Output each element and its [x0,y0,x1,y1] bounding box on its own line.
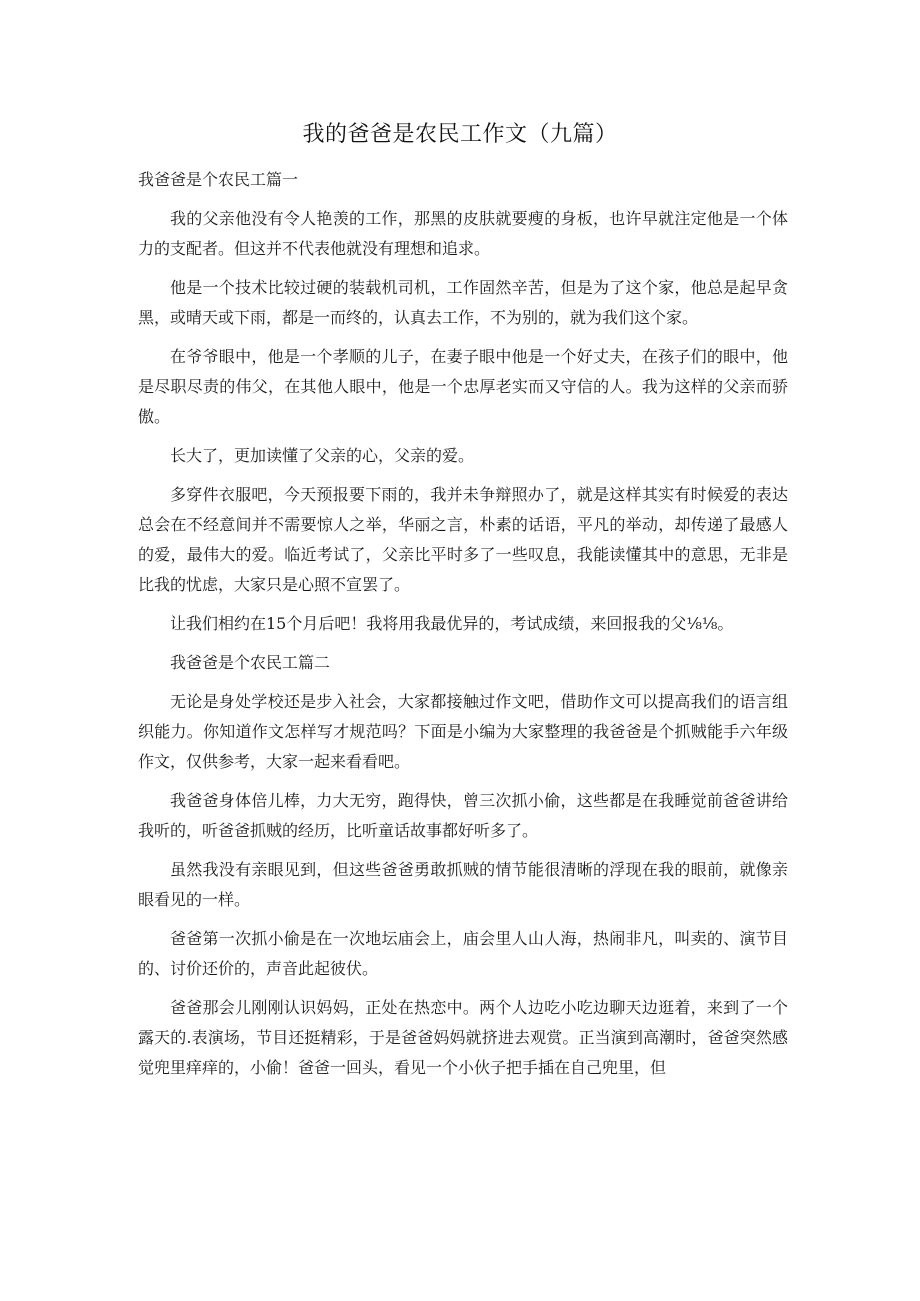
paragraph: 爸爸那会儿刚刚认识妈妈，正处在热恋中。两个人边吃小吃边聊天边逛着，来到了一个露天的.表演场，节目还挺精彩，于是爸爸妈妈就挤进去观赏。正当演到高潮时，爸爸突然感觉兜里痒痒的，小偷！爸爸一回头，看见一个小伙子把手插在自己兜里，但 [138,998,788,1077]
paragraph: 他是一个技术比较过硬的装载机司机，工作固然辛苦，但是为了这个家，他总是起早贪黑，或晴天或下雨，都是一而终的，认真去工作，不为别的，就为我们这个家。 [138,278,788,327]
paragraph: 让我们相约在15个月后吧！我将用我最优异的，考试成绩，来回报我的父⅛⅛。 [170,614,734,633]
section-heading: 我爸爸是个农民工篇二 [170,653,331,672]
paragraph: 多穿件衣服吧，今天预报要下雨的，我并未争辩照办了，就是这样其实有时候爱的表达总会在不经意间并不需要惊人之举，华丽之言，朴素的话语，平凡的举动，却传递了最感人的爱，最伟大的爱。临近考试了，父亲比平时多了一些叹息，我能读懂其中的意思，无非是比我的忧虑，大家只是心照不宣罢了。 [138,485,788,594]
paragraph: 无论是身处学校还是步入社会，大家都接触过作文吧，借助作文可以提高我们的语言组织能力。你知道作文怎样写才规范吗？下面是小编为大家整理的我爸爸是个抓贼能手六年级作文，仅供参考，大家一起来看看吧。 [138,692,788,771]
paragraph: 长大了，更加读懂了父亲的心，父亲的爱。 [170,446,475,465]
paragraph: 在爷爷眼中，他是一个孝顺的儿子，在妻子眼中他是一个好丈夫，在孩子们的眼中，他是尽职尽责的伟父，在其他人眼中，他是一个忠厚老实而又守信的人。我为这样的父亲而骄傲。 [138,347,788,426]
paragraph: 我的父亲他没有令人艳羡的工作，那黑的皮肤就要瘦的身板，也许早就注定他是一个体力的支配者。但这并不代表他就没有理想和追求。 [138,209,788,258]
section-heading: 我爸爸是个农民工篇一 [138,170,299,189]
paragraph: 虽然我没有亲眼见到，但这些爸爸勇敢抓贼的情节能很清晰的浮现在我的眼前，就像亲眼看见的一样。 [138,860,788,909]
paragraph: 爸爸第一次抓小偷是在一次地坛庙会上，庙会里人山人海，热闹非凡，叫卖的、演节目的、讨价还价的，声音此起彼伏。 [138,929,788,978]
document-title: 我的爸爸是农民工作文（九篇） [302,122,618,147]
document-body [138,165,788,1092]
paragraph: 我爸爸身体倍儿棒，力大无穷，跑得快，曾三次抓小偷，这些都是在我睡觉前爸爸讲给我听的，听爸爸抓贼的经历，比听童话故事都好听多了。 [138,791,788,840]
